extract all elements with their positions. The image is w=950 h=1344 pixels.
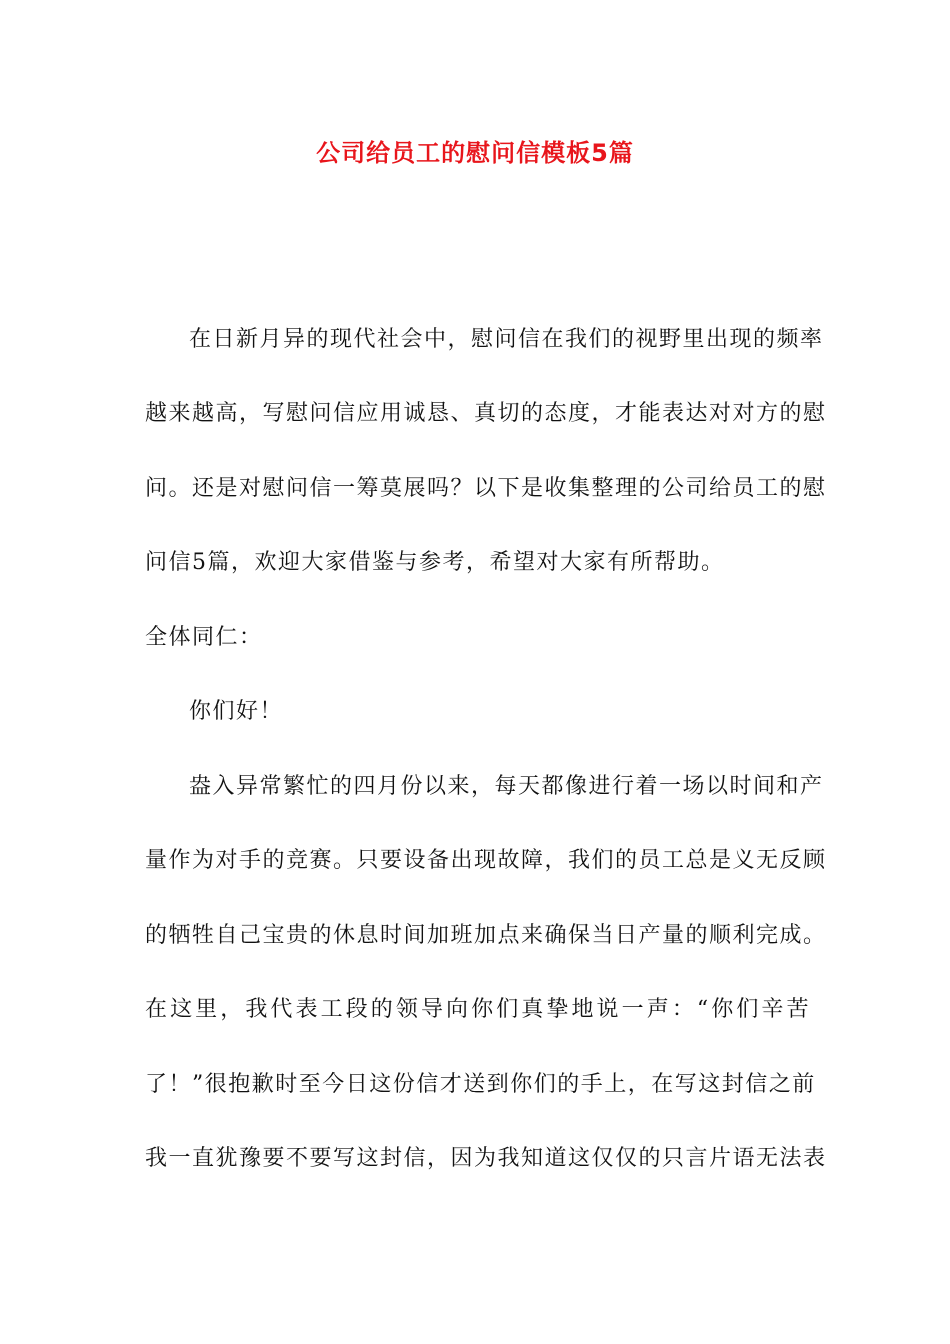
body-line-6: 我一直犹豫要不要写这封信，因为我知道这仅仅的只言片语无法表 (145, 1146, 827, 1171)
body-line-1: 盎入异常繁忙的四月份以来，每天都像进行着一场以时间和产 (189, 774, 824, 799)
greeting: 你们好！ (189, 699, 284, 724)
document-title: 公司给员工的慰问信模板5篇 (316, 139, 634, 167)
salutation: 全体同仁： (145, 625, 263, 650)
intro-line-4: 问信5篇，欢迎大家借鉴与参考，希望对大家有所帮助。 (145, 550, 725, 575)
body-line-2: 量作为对手的竞赛。只要设备出现故障，我们的员工总是义无反顾 (145, 848, 827, 873)
intro-line-1: 在日新月异的现代社会中，慰问信在我们的视野里出现的频率 (189, 327, 824, 352)
body-line-4: 在这里，我代表工段的领导向你们真挚地说一声：“你们辛苦 (145, 997, 810, 1022)
intro-line-2: 越来越高，写慰问信应用诚恳、真切的态度，才能表达对对方的慰 (145, 401, 827, 426)
intro-line-3: 问。还是对慰问信一筹莫展吗？以下是收集整理的公司给员工的慰 (145, 476, 827, 501)
body-line-3: 的牺牲自己宝贵的休息时间加班加点来确保当日产量的顺利完成。 (145, 923, 827, 948)
body-line-5: 了！”很抱歉时至今日这份信才送到你们的手上，在写这封信之前 (145, 1072, 816, 1097)
